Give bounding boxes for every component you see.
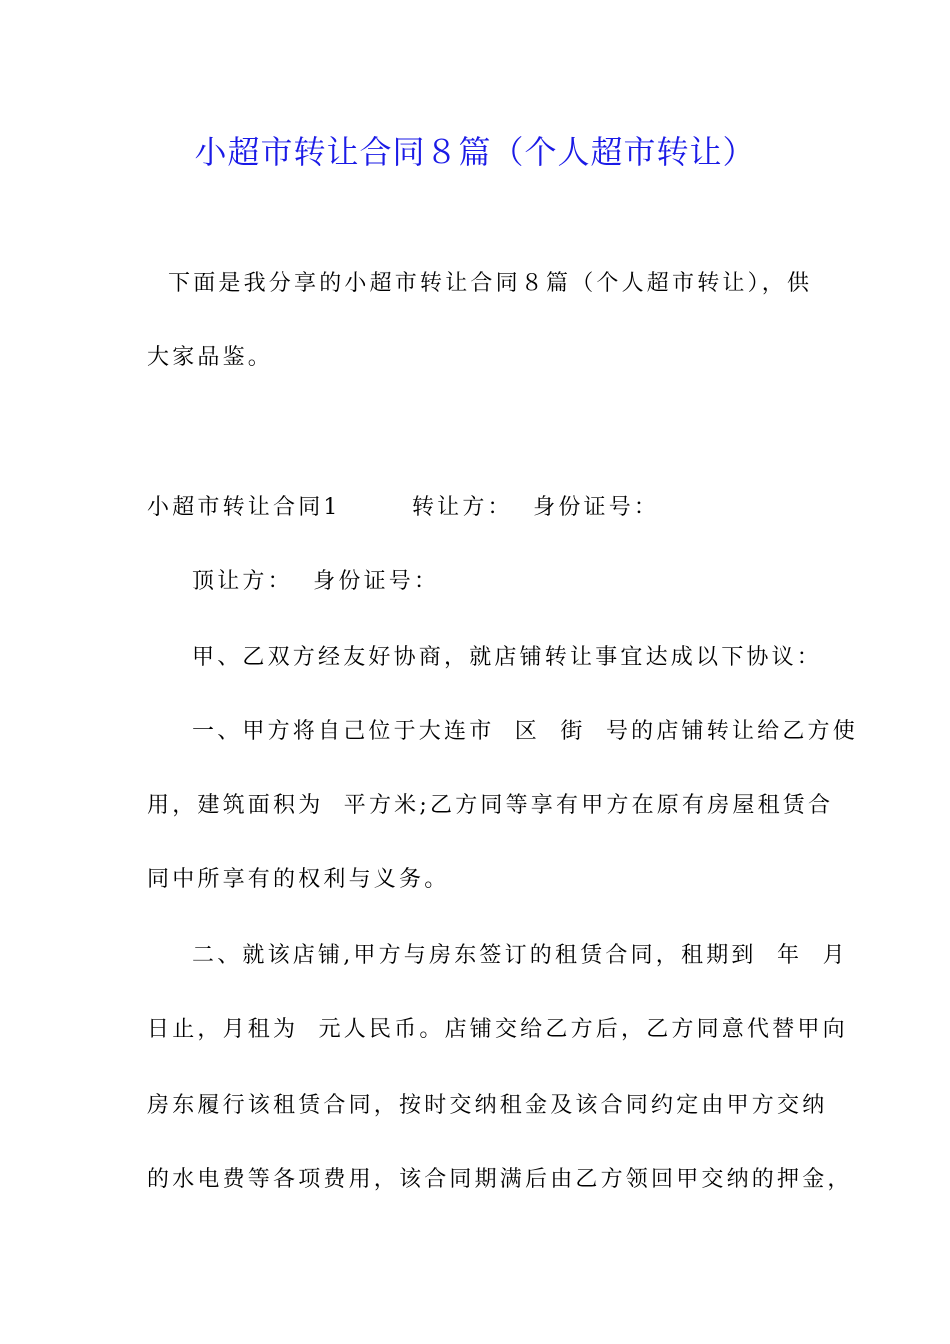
intro-line-1: 下面是我分享的小超市转让合同８篇（个人超市转让），供 (168, 271, 813, 296)
clause-1-line-3: 同中所享有的权利与义务。 (147, 867, 450, 892)
clause-2-line-3: 房东履行该租赁合同，按时交纳租金及该合同约定由甲方交纳 (147, 1093, 828, 1118)
intro-line-2: 大家品鉴。 (147, 345, 274, 370)
clause-2-line-1: 二、就该店铺,甲方与房东签订的租赁合同，租期到 年 月 (192, 943, 848, 968)
document-title: 小超市转让合同８篇（个人超市转让） (194, 133, 756, 171)
clause-1-line-1: 一、甲方将自己位于大连市 区 街 号的店铺转让给乙方使 (192, 719, 858, 744)
clause-2-line-4: 的水电费等各项费用，该合同期满后由乙方领回甲交纳的押金， (147, 1167, 853, 1192)
agreement-intro-line: 甲、乙双方经友好协商，就店铺转让事宜达成以下协议： (192, 645, 823, 670)
clause-2-line-2: 日止，月租为 元人民币。店铺交给乙方后，乙方同意代替甲向 (147, 1017, 848, 1042)
party-line: 顶让方： 身份证号： (192, 569, 440, 594)
contract-heading-line: 小超市转让合同1 转让方： 身份证号： (147, 495, 660, 520)
clause-1-line-2: 用，建筑面积为 平方米;乙方同等享有甲方在原有房屋租赁合 (147, 793, 834, 818)
